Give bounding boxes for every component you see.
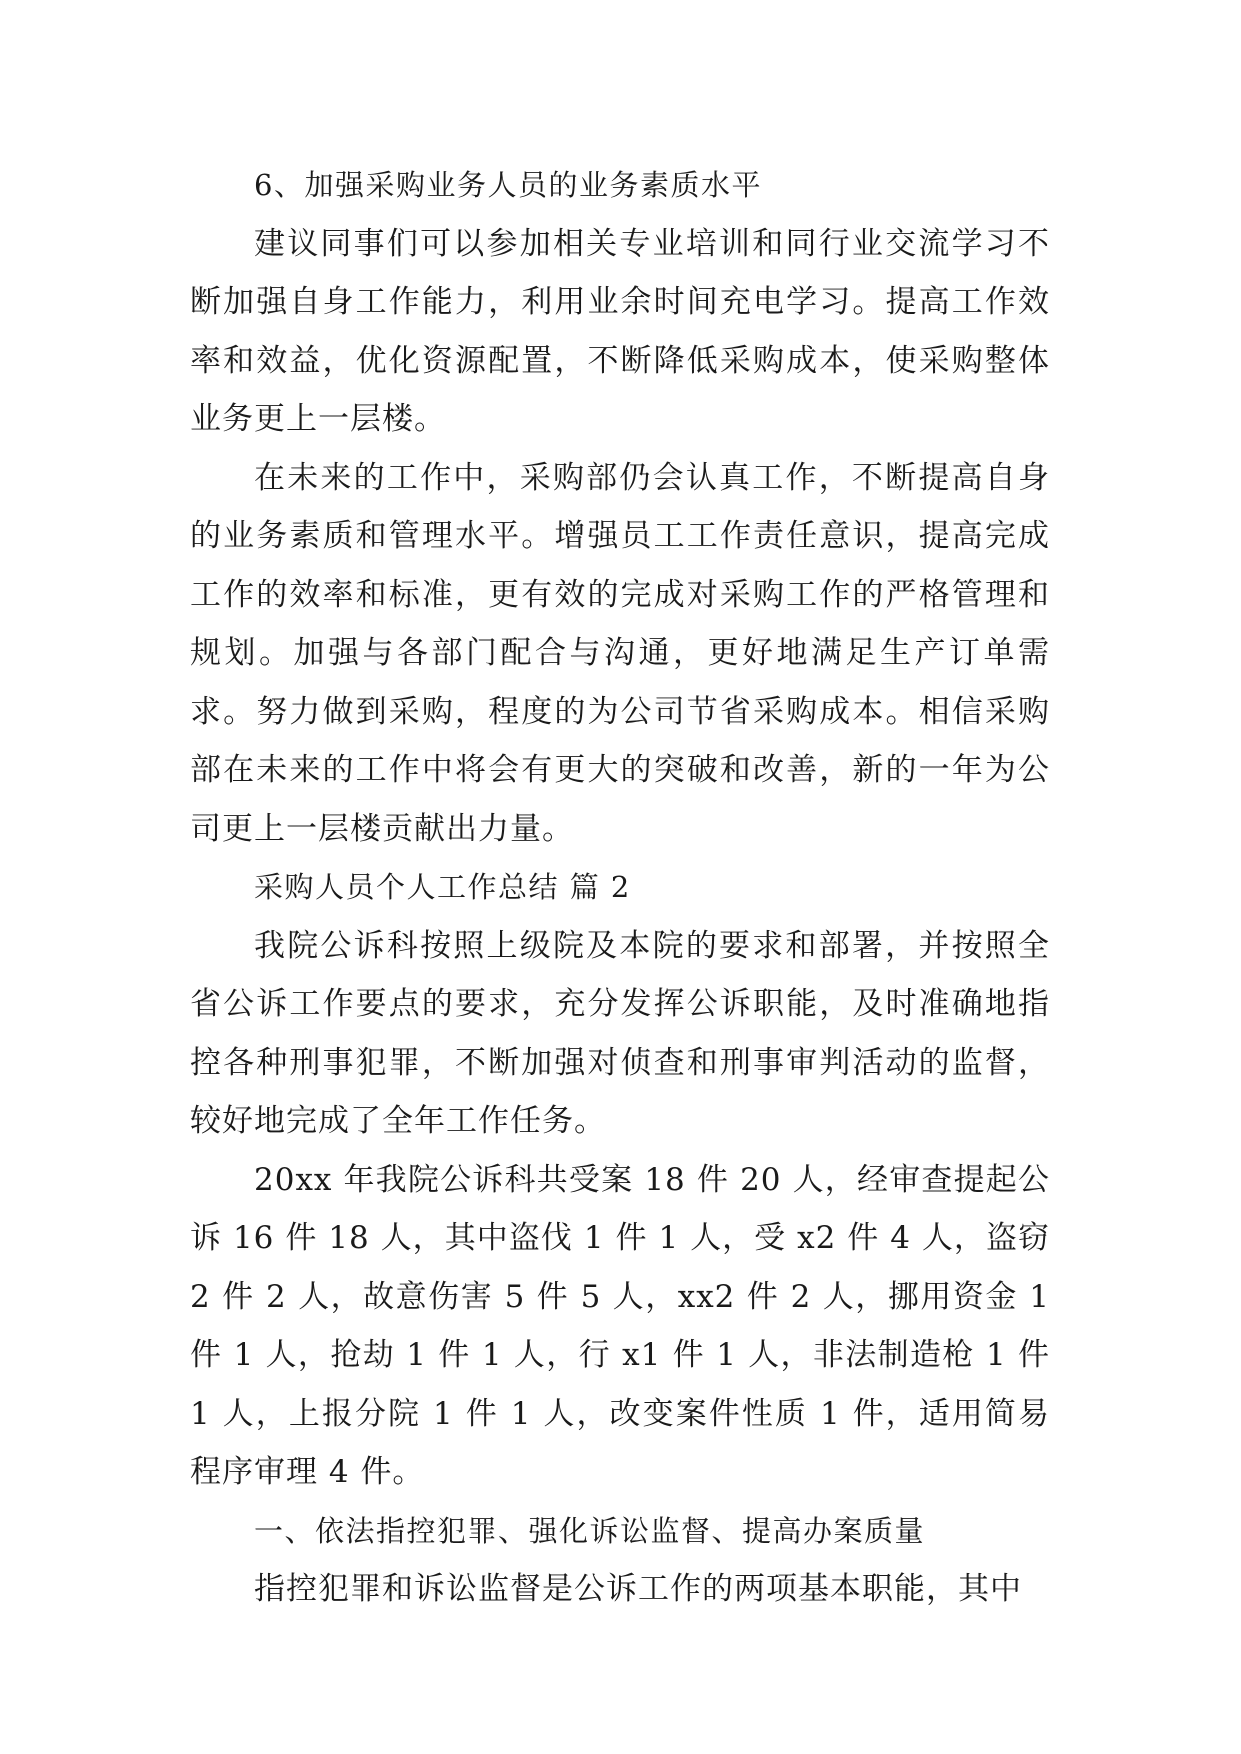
paragraph-basic-functions: 指控犯罪和诉讼监督是公诉工作的两项基本职能，其中 xyxy=(254,1571,1022,1607)
paragraph-future-work: 在未来的工作中，采购部仍会认真工作，不断提高自身的业务素质和管理水平。增强员工工作责任意识，提高完成工作的效率和标准，更有效的完成对采购工作的严格管理和规划。加强与各部门配合与沟通，更好地满足生产订单需求。努力做到采购，程度的为公司节省采购成本。相信采购部在未来的工作中将会有更大的突破和改善，新的一年为公司更上一层楼贡献出力量。 xyxy=(190,459,1050,847)
section-heading-strengthen-staff: 6、加强采购业务人员的业务素质水平 xyxy=(254,168,762,202)
document-body xyxy=(190,156,1050,1619)
section-heading-prosecution-quality: 一、依法指控犯罪、强化诉讼监督、提高办案质量 xyxy=(254,1513,926,1548)
paragraph-case-statistics: 20xx 年我院公诉科共受案 18 件 20 人，经审查提起公诉 16 件 18 人，其中盗伐 1 件 1 人，受 x2 件 4 人，盗窃 2 件 2 人，故意伤害 5 件 5 人，xx2 件 2 人，挪用资金 1 件 1 人，抢劫 1 件 1 人，行 x1 件 1 人，非法制造枪 1 件 1 人，上报分院 1 件 1 人，改变案件性质 1 件，适用简易程序审理 4 件。 xyxy=(190,1161,1050,1490)
paragraph-training-suggestion: 建议同事们可以参加相关专业培训和同行业交流学习不断加强自身工作能力，利用业余时间充电学习。提高工作效率和效益，优化资源配置，不断降低采购成本，使采购整体业务更上一层楼。 xyxy=(190,225,1050,437)
article-title-part-2: 采购人员个人工作总结 篇 2 xyxy=(254,870,631,904)
paragraph-prosecution-intro: 我院公诉科按照上级院及本院的要求和部署，并按照全省公诉工作要点的要求，充分发挥公诉职能，及时准确地指控各种刑事犯罪，不断加强对侦查和刑事审判活动的监督，较好地完成了全年工作任务。 xyxy=(190,927,1050,1139)
